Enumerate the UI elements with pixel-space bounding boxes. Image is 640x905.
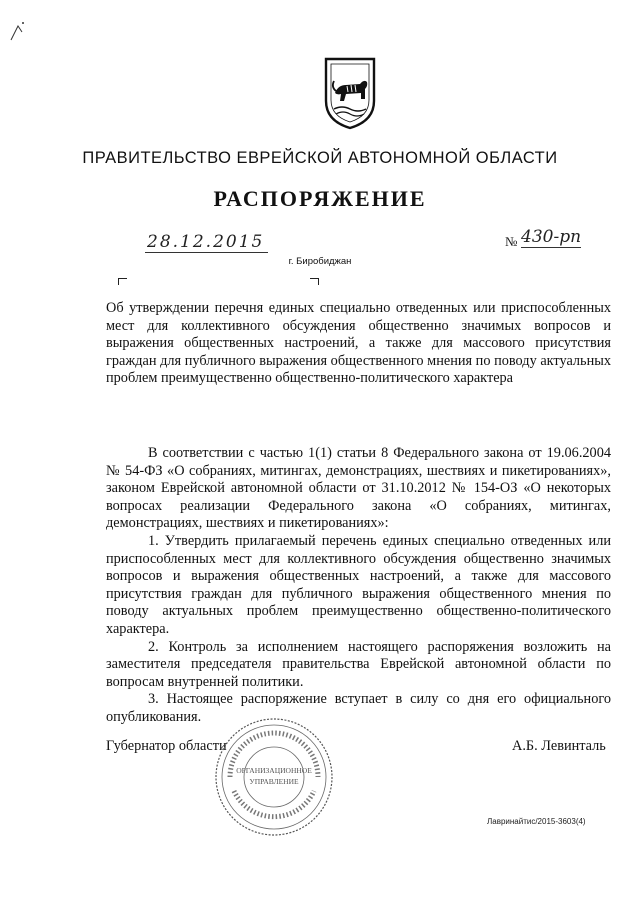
item-3-paragraph: 3. Настоящее распоряжение вступает в силу со дня его официального опубликования. [106, 691, 611, 725]
number-prefix: № [505, 234, 518, 249]
preamble-paragraph: В соответствии с частью 1(1) статьи 8 Федерального закона от 19.06.2004 № 54-ФЗ «О собраниях, митингах, демонстрациях, шествиях и пикетированиях», законом Еврейской автономной области от 31.10.2012 № 154-ОЗ «О некоторых вопросах реализации Федерального закона «О собраниях, митингах, демонстрациях, шествиях и пикетированиях»: [106, 445, 611, 532]
item-2-paragraph: 2. Контроль за исполнением настоящего распоряжения возложить на заместителя председателя правительства Еврейской автономной области по вопросам внутренней политики. [106, 638, 611, 690]
subject-corner-left [118, 278, 127, 285]
stamp-center-line-2: УПРАВЛЕНИЕ [249, 777, 299, 786]
subject-corner-right [310, 278, 319, 285]
margin-mark-icon [8, 20, 28, 44]
document-number: 430-рп [521, 227, 582, 247]
signer-name: А.Б. Левинталь [512, 738, 606, 754]
signer-title: Губернатор области [106, 738, 227, 754]
footer-code: Лавринайтис/2015-3603(4) [487, 817, 586, 826]
coat-of-arms-icon [322, 55, 378, 131]
subject-heading: Об утверждении перечня единых специально отведенных или приспособленных мест для коллективного обсуждения общественно значимых вопросов и выражения общественных настроений, а также для массового присутствия граждан для публичного выражения общественного мнения по поводу актуальных проблем преимущественно общественно-политического характера [106, 300, 611, 387]
city-line: г. Биробиджан [288, 256, 352, 267]
stamp-center-line-1: ОРГАНИЗАЦИОННОЕ [236, 766, 312, 775]
item-1-paragraph: 1. Утвердить прилагаемый перечень единых специально отведенных или приспособленных мест для коллективного обсуждения общественно значимых вопросов и выражения общественных настроений, а также для массового присутствия граждан для публичного выражения общественного мнения по поводу актуальных проблем преимущественно общественно-политического характера. [106, 532, 611, 637]
document-body [106, 445, 611, 727]
document-date: 28.12.2015 [145, 232, 268, 253]
government-title: ПРАВИТЕЛЬСТВО ЕВРЕЙСКОЙ АВТОНОМНОЙ ОБЛАСТИ [82, 148, 558, 167]
document-type: РАСПОРЯЖЕНИЕ [213, 186, 427, 211]
seal-stamp-icon [210, 713, 338, 841]
